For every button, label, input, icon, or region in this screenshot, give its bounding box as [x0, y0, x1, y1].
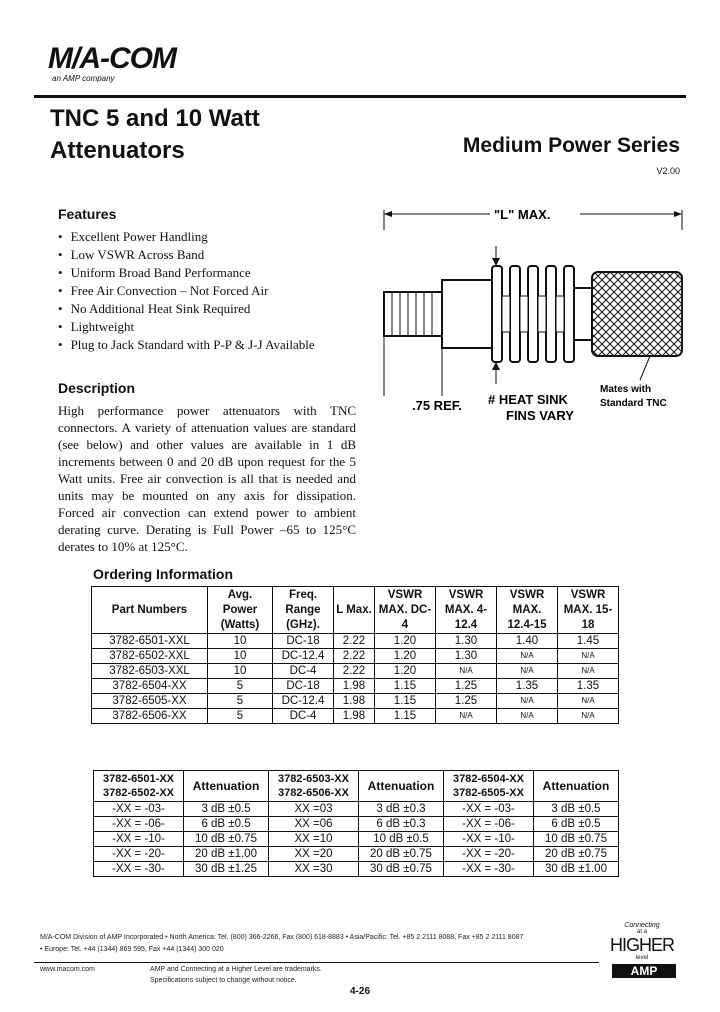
table-cell: 20 dB ±0.75 — [359, 847, 444, 862]
mates-label: Mates with — [600, 384, 652, 395]
feature-item: • Excellent Power Handling — [58, 228, 315, 246]
table-cell: 30 dB ±1.00 — [534, 862, 619, 877]
table-cell: 6 dB ±0.3 — [359, 817, 444, 832]
col-group2-parts — [268, 771, 358, 802]
col-group3-parts — [443, 771, 533, 802]
table-cell: N/A — [497, 664, 558, 679]
description-text: High performance power attenuators with TNC connectors. A variety of attenuation values are standard (see below) and other values are available in 1 dB increments between 0 and 20 dB upon request for the 5 Watt units. Free air convection is all that is needed and units may be mounted on any axis for dissipation. Forced air convection can extend power to ambient derating curve. Derating is Full Power –65 to 125°C derates to 10% at 125°C. — [58, 403, 356, 554]
table-cell: 6 dB ±0.5 — [534, 817, 619, 832]
header-part-b: 3782-6506-XX — [278, 787, 349, 799]
table-cell: 1.98 — [334, 709, 375, 724]
col-l-max: L Max. — [334, 587, 375, 634]
col-part-numbers: Part Numbers — [92, 587, 208, 634]
features-heading: Features — [58, 206, 117, 222]
table-cell: N/A — [497, 694, 558, 709]
table-cell: DC-18 — [273, 679, 334, 694]
table-row — [94, 802, 619, 817]
table-row — [92, 664, 619, 679]
col-vswr-15-18: VSWR MAX. 15-18 — [558, 587, 619, 634]
table-cell: 20 dB ±1.00 — [184, 847, 269, 862]
table-cell: 2.22 — [334, 634, 375, 649]
table-cell: 1.25 — [436, 694, 497, 709]
table-cell: 5 — [208, 709, 273, 724]
table-row — [92, 634, 619, 649]
table-cell: 1.15 — [375, 709, 436, 724]
attenuation-header-row — [94, 771, 619, 802]
table-cell: 1.20 — [375, 664, 436, 679]
table-cell: -XX = -20- — [443, 847, 533, 862]
table-cell: 1.30 — [436, 649, 497, 664]
website-link[interactable]: www.macom.com — [40, 966, 95, 973]
header-part-b: 3782-6502-XX — [103, 787, 174, 799]
col-vswr-4-12: VSWR MAX. 4-12.4 — [436, 587, 497, 634]
table-cell: 3 dB ±0.5 — [534, 802, 619, 817]
table-cell: -XX = -10- — [94, 832, 184, 847]
table-cell: -XX = -30- — [443, 862, 533, 877]
col-vswr-12-15: VSWR MAX. 12.4-15 — [497, 587, 558, 634]
header-part-a: 3782-6503-XX — [278, 773, 349, 785]
ordering-heading: Ordering Information — [93, 566, 233, 582]
trademark-note: AMP and Connecting at a Higher Level are trademarks. — [150, 966, 322, 973]
header-rule — [34, 95, 686, 98]
table-cell: 3 dB ±0.3 — [359, 802, 444, 817]
table-cell: N/A — [436, 664, 497, 679]
plug-nut — [592, 272, 682, 356]
table-cell: 20 dB ±0.75 — [534, 847, 619, 862]
table-cell: 3782-6501-XXL — [92, 634, 208, 649]
col-vswr-dc4: VSWR MAX. DC-4 — [375, 587, 436, 634]
table-cell: XX =10 — [268, 832, 358, 847]
table-cell: -XX = -30- — [94, 862, 184, 877]
table-row — [94, 862, 619, 877]
ref-label: .75 REF. — [412, 398, 462, 413]
table-cell: 3782-6505-XX — [92, 694, 208, 709]
footer-contact-line1: M/A-COM Division of AMP Incorporated • North America: Tel. (800) 366-2266, Fax (800) 618-8883 • Asia/Pacific: Tel. +85 2 2111 8088, Fax +85 2 2111 8087 — [40, 934, 524, 941]
table-row — [92, 694, 619, 709]
feature-item: • Free Air Convection – Not Forced Air — [58, 282, 315, 300]
logo-mark: M/A-COM — [48, 42, 176, 75]
col-group2-attenuation: Attenuation — [359, 771, 444, 802]
heat-sink-fins — [492, 266, 574, 362]
housing — [442, 280, 492, 348]
col-group1-parts — [94, 771, 184, 802]
logo-subtitle: an AMP company — [52, 74, 115, 83]
table-cell: 1.45 — [558, 634, 619, 649]
length-label: "L" MAX. — [494, 207, 551, 222]
macom-logo — [48, 44, 188, 84]
feature-item: • Uniform Broad Band Performance — [58, 264, 315, 282]
table-cell: 3782-6506-XX — [92, 709, 208, 724]
table-cell: 3 dB ±0.5 — [184, 802, 269, 817]
header-part-a: 3782-6504-XX — [453, 773, 524, 785]
table-cell: -XX = -20- — [94, 847, 184, 862]
feature-item: • Lightweight — [58, 318, 315, 336]
badge-line1: Connecting — [624, 922, 660, 929]
table-cell: -XX = -03- — [443, 802, 533, 817]
amp-logo: AMP — [612, 964, 676, 978]
table-cell: -XX = -10- — [443, 832, 533, 847]
attenuator-drawing — [370, 200, 690, 430]
features-list — [58, 228, 315, 354]
col-freq-range: Freq. Range (GHz). — [273, 587, 334, 634]
table-cell: 10 dB ±0.5 — [359, 832, 444, 847]
table-row — [92, 709, 619, 724]
table-cell: 2.22 — [334, 649, 375, 664]
description-heading: Description — [58, 380, 136, 396]
table-cell: 10 dB ±0.75 — [534, 832, 619, 847]
standard-tnc-label: Standard TNC — [600, 398, 667, 409]
series-title: Medium Power Series — [462, 134, 680, 157]
table-cell: 1.40 — [497, 634, 558, 649]
table-cell: 10 — [208, 664, 273, 679]
badge-line4: level — [635, 955, 649, 961]
table-cell: -XX = -06- — [94, 817, 184, 832]
table-row — [92, 679, 619, 694]
table-cell: 1.20 — [375, 634, 436, 649]
table-cell: 1.35 — [558, 679, 619, 694]
table-cell: 3782-6502-XXL — [92, 649, 208, 664]
table-cell: XX =06 — [268, 817, 358, 832]
table-cell: 3782-6503-XXL — [92, 664, 208, 679]
table-row — [94, 832, 619, 847]
table-cell: 1.30 — [436, 634, 497, 649]
table-cell: DC-12.4 — [273, 649, 334, 664]
jack-connector — [384, 292, 442, 336]
table-cell: DC-12.4 — [273, 694, 334, 709]
page-title-line2: Attenuators — [50, 137, 185, 164]
table-cell: 30 dB ±0.75 — [359, 862, 444, 877]
ordering-table — [91, 586, 619, 724]
table-cell: XX =03 — [268, 802, 358, 817]
table-cell: 1.15 — [375, 694, 436, 709]
feature-item: • Low VSWR Across Band — [58, 246, 315, 264]
table-cell: -XX = -03- — [94, 802, 184, 817]
badge-line2: at a — [636, 929, 647, 935]
table-cell: 1.35 — [497, 679, 558, 694]
table-cell: DC-18 — [273, 634, 334, 649]
ordering-header-row — [92, 587, 619, 634]
table-cell: N/A — [558, 664, 619, 679]
table-cell: N/A — [558, 694, 619, 709]
table-cell: 30 dB ±1.25 — [184, 862, 269, 877]
table-row — [94, 817, 619, 832]
spec-note: Specifications subject to change without notice. — [150, 977, 297, 984]
page-title-line1: TNC 5 and 10 Watt — [50, 105, 260, 132]
heat-sink-label: # HEAT SINK — [488, 392, 568, 407]
table-cell: N/A — [497, 649, 558, 664]
version-label: V2.00 — [656, 166, 680, 176]
header-part-a: 3782-6501-XX — [103, 773, 174, 785]
table-cell: 10 dB ±0.75 — [184, 832, 269, 847]
col-group1-attenuation: Attenuation — [184, 771, 269, 802]
table-cell: N/A — [436, 709, 497, 724]
table-cell: 1.25 — [436, 679, 497, 694]
table-row — [94, 847, 619, 862]
footer-rule — [34, 962, 599, 963]
table-cell: N/A — [558, 709, 619, 724]
table-cell: -XX = -06- — [443, 817, 533, 832]
attenuation-table — [93, 770, 619, 877]
table-row — [92, 649, 619, 664]
table-cell: 5 — [208, 679, 273, 694]
table-cell: 2.22 — [334, 664, 375, 679]
table-cell: 1.98 — [334, 694, 375, 709]
table-cell: N/A — [558, 649, 619, 664]
table-cell: N/A — [497, 709, 558, 724]
col-avg-power: Avg. Power (Watts) — [208, 587, 273, 634]
footer-contact-line2: • Europe: Tel. +44 (1344) 869 595, Fax +44 (1344) 300 020 — [40, 946, 224, 953]
table-cell: 1.20 — [375, 649, 436, 664]
table-cell: XX =20 — [268, 847, 358, 862]
table-cell: XX =30 — [268, 862, 358, 877]
badge-line3: HIGHER — [609, 935, 674, 955]
feature-item: • No Additional Heat Sink Required — [58, 300, 315, 318]
table-cell: 1.98 — [334, 679, 375, 694]
table-cell: DC-4 — [273, 709, 334, 724]
table-cell: 3782-6504-XX — [92, 679, 208, 694]
table-cell: 1.15 — [375, 679, 436, 694]
table-cell: 6 dB ±0.5 — [184, 817, 269, 832]
fins-vary-label: FINS VARY — [506, 408, 574, 423]
table-cell: 10 — [208, 649, 273, 664]
table-cell: 10 — [208, 634, 273, 649]
page-number: 4-26 — [350, 986, 371, 997]
feature-item: • Plug to Jack Standard with P-P & J-J Available — [58, 336, 315, 354]
table-cell: 5 — [208, 694, 273, 709]
table-cell: DC-4 — [273, 664, 334, 679]
header-part-b: 3782-6505-XX — [453, 787, 524, 799]
col-group3-attenuation: Attenuation — [534, 771, 619, 802]
